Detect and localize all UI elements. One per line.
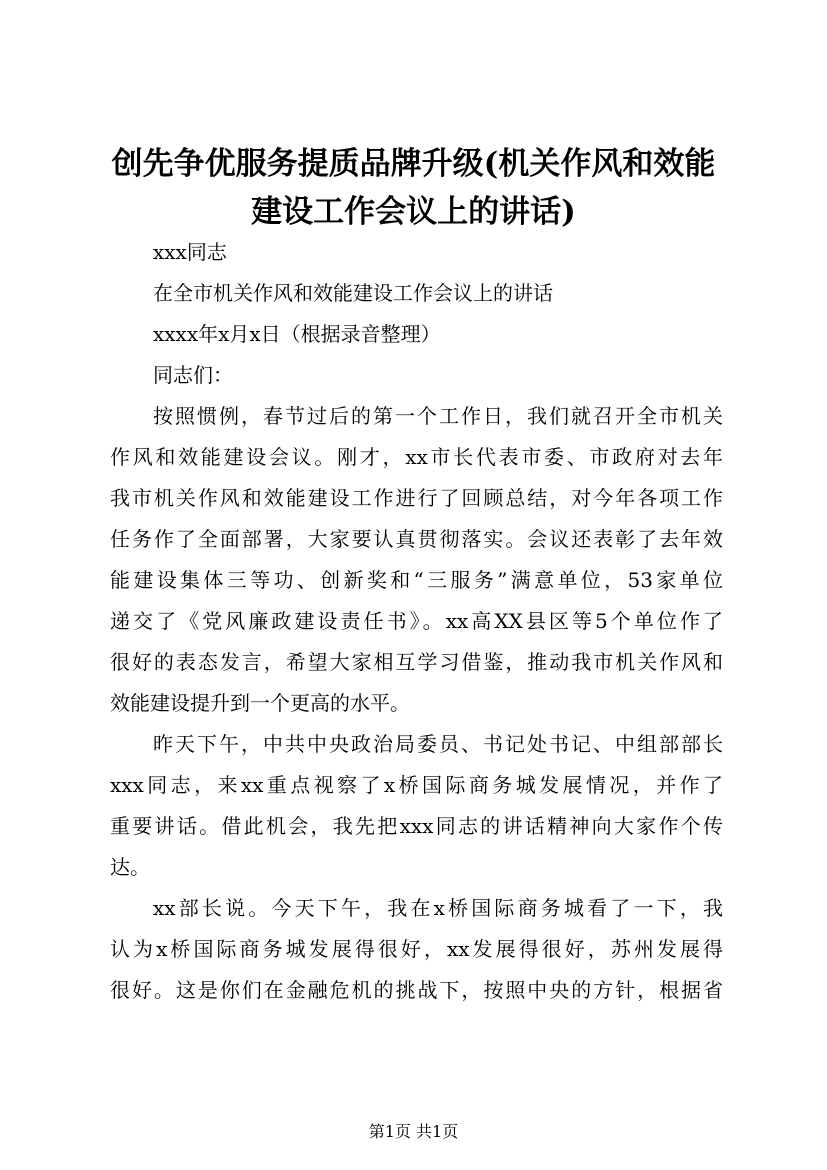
page-number-footer: 第1页 共1页 (368, 1122, 459, 1141)
paragraph-3-line-1: xx部长说。今天下午，我在x桥国际商务城看了一下，我 (153, 896, 723, 920)
document-title (100, 140, 727, 236)
paragraph-2-line-4: 达。 (110, 855, 150, 879)
paragraph-1-line-8: 效能建设提升到一个更高的水平。 (110, 691, 410, 715)
paragraph-3-line-2: 认为x桥国际商务城发展得很好，xx发展得很好，苏州发展得 (110, 937, 723, 961)
paragraph-1-line-1: 按照惯例，春节过后的第一个工作日，我们就召开全市机关 (153, 404, 723, 428)
date-line: xxxx年x月x日（根据录音整理） (153, 322, 441, 346)
paragraph-1-line-5: 能建设集体三等功、创新奖和“三服务”满意单位，53家单位 (110, 568, 723, 592)
paragraph-2-line-2: xxx同志，来xx重点视察了x桥国际商务城发展情况，并作了 (110, 773, 723, 797)
paragraph-1-line-7: 很好的表态发言，希望大家相互学习借鉴，推动我市机关作风和 (110, 650, 723, 674)
title-line-1: 创先争优服务提质品牌升级(机关作风和效能 (111, 146, 716, 182)
paragraph-2-line-3: 重要讲话。借此机会，我先把xxx同志的讲话精神向大家作个传 (110, 814, 723, 838)
paragraph-3-line-3: 很好。这是你们在金融危机的挑战下，按照中央的方针，根据省 (110, 978, 723, 1002)
paragraph-1-line-4: 任务作了全面部署，大家要认真贯彻落实。会议还表彰了去年效 (110, 527, 723, 551)
paragraph-2-line-1: 昨天下午，中共中央政治局委员、书记处书记、中组部部长 (153, 732, 723, 756)
title-line-2: 建设工作会议上的讲话) (251, 194, 576, 230)
document-body (110, 232, 723, 1011)
paragraph-1-line-3: 我市机关作风和效能建设工作进行了回顾总结，对今年各项工作 (110, 486, 723, 510)
paragraph-1-line-6: 递交了《党风廉政建设责任书》。xx高XX县区等5个单位作了 (110, 609, 723, 633)
addressee-line: xxx同志 (153, 240, 227, 264)
subtitle-line: 在全市机关作风和效能建设工作会议上的讲话 (153, 281, 553, 305)
salutation-line: 同志们： (153, 363, 233, 387)
paragraph-1-line-2: 作风和效能建设会议。刚才，xx市长代表市委、市政府对去年 (110, 445, 723, 469)
